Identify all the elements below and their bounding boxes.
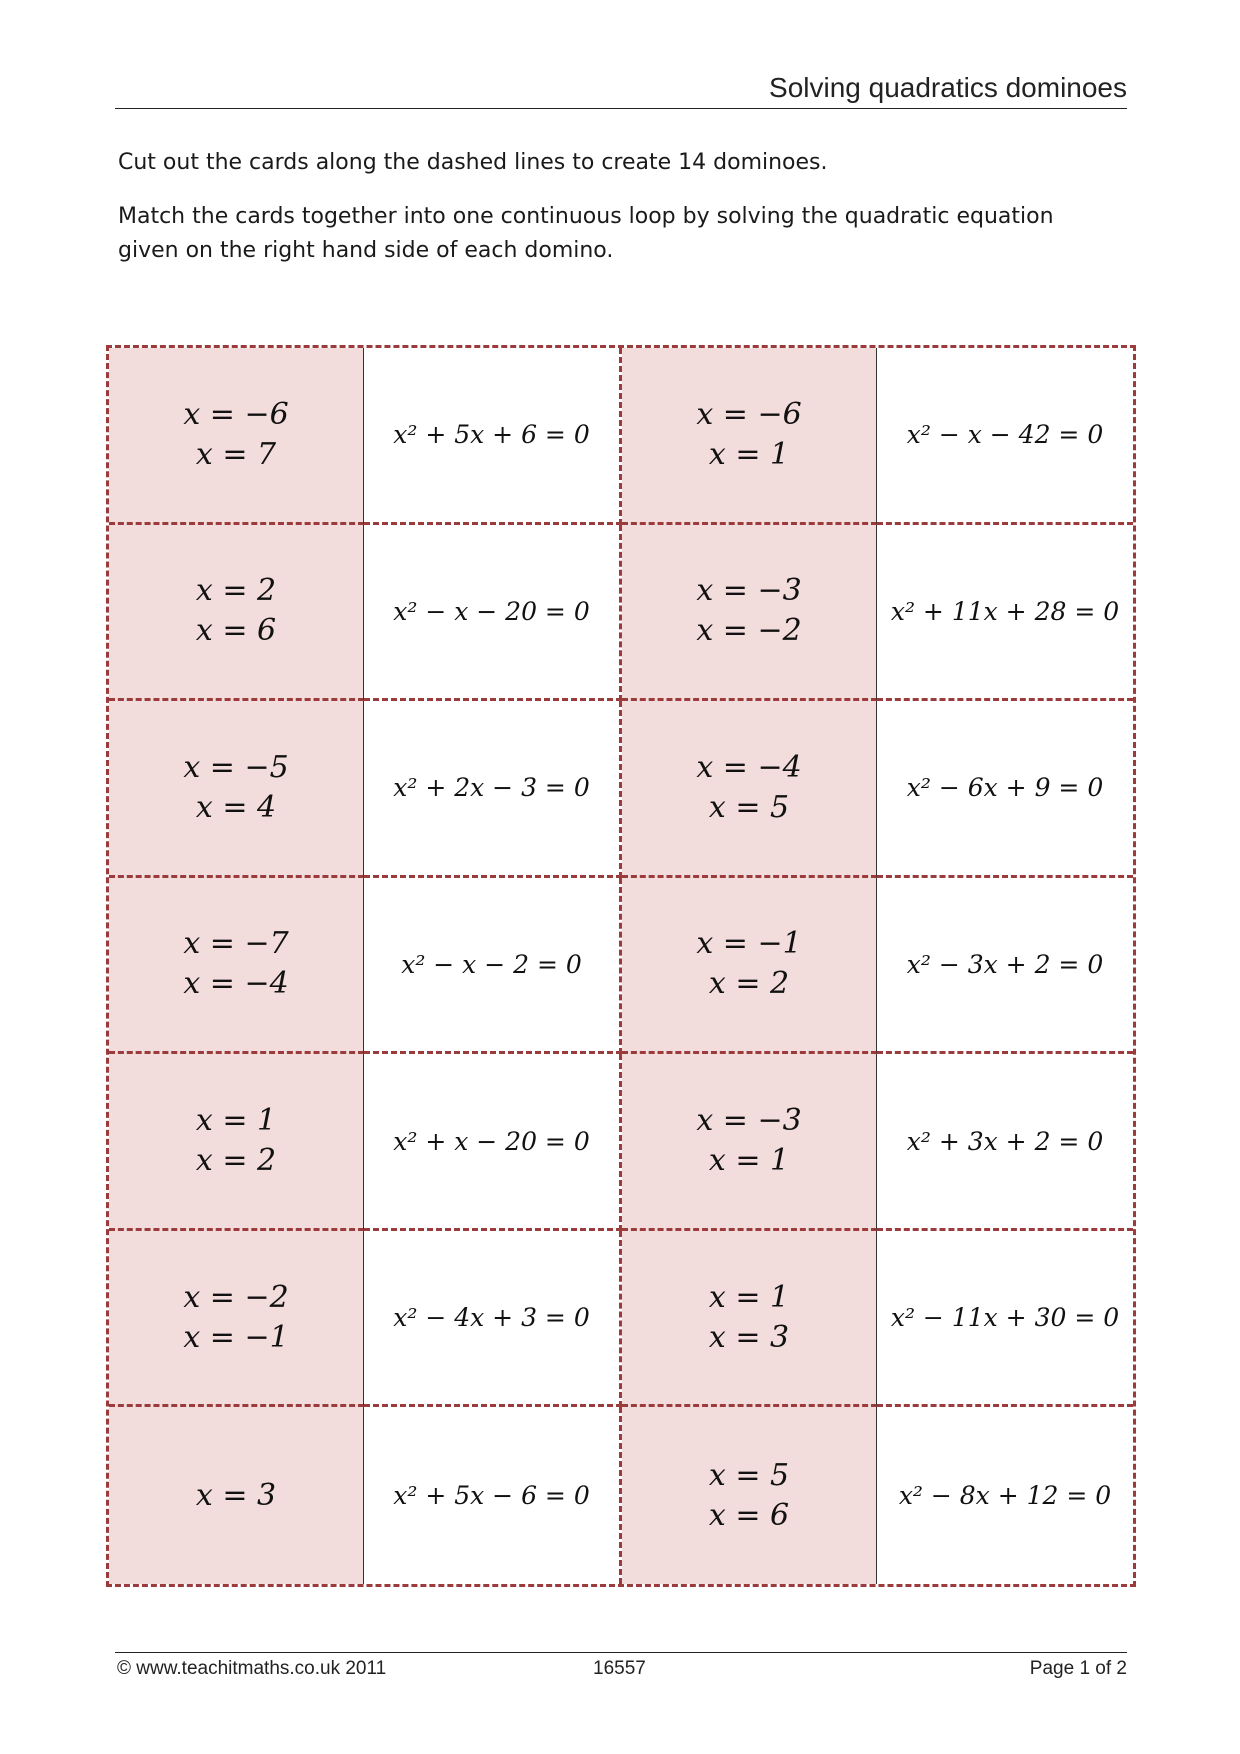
solution-value: x = −5 [183, 749, 289, 785]
solution-value: x = −2 [696, 613, 802, 649]
domino-solution [622, 701, 877, 878]
solution-value: x = 1 [708, 1143, 790, 1179]
solution-value: x = 2 [195, 573, 277, 609]
header-divider [115, 108, 1127, 109]
domino-solution [622, 348, 877, 525]
domino-solution [109, 525, 364, 702]
instruction-line-2: Match the cards together into one continuous loop by solving the quadratic equation given on the right hand side of each domino. [118, 204, 1054, 263]
solution-value: x = −1 [696, 926, 802, 962]
domino-solution [622, 878, 877, 1055]
domino-solution [622, 1054, 877, 1231]
domino-solution [109, 701, 364, 878]
solution-value: x = 6 [708, 1497, 790, 1533]
footer-code: 16557 [593, 1658, 646, 1679]
solution-value: x = −2 [183, 1279, 289, 1315]
domino-equation: x² − 6x + 9 = 0 [877, 701, 1133, 878]
solution-value: x = −4 [183, 966, 289, 1002]
solution-value: x = 3 [708, 1319, 790, 1355]
footer-divider [115, 1652, 1127, 1653]
domino-solution [109, 1054, 364, 1231]
domino-equation: x² − 3x + 2 = 0 [877, 878, 1133, 1055]
domino-equation: x² + 11x + 28 = 0 [877, 525, 1133, 702]
solution-value: x = 1 [708, 436, 790, 472]
solution-value: x = 1 [708, 1279, 790, 1315]
solution-value: x = 4 [195, 789, 277, 825]
solution-value: x = −3 [696, 1103, 802, 1139]
domino-solution [109, 348, 364, 525]
solution-value: x = 2 [708, 966, 790, 1002]
solution-value: x = 6 [195, 613, 277, 649]
page-title: Solving quadratics dominoes [769, 72, 1127, 103]
domino-equation: x² − 8x + 12 = 0 [877, 1407, 1133, 1584]
domino-equation: x² + 3x + 2 = 0 [877, 1054, 1133, 1231]
domino-equation: x² − x − 42 = 0 [877, 348, 1133, 525]
instruction-line-1: Cut out the cards along the dashed lines to create 14 dominoes. [118, 150, 828, 175]
domino-solution [109, 1407, 364, 1584]
solution-value: x = 5 [708, 1457, 790, 1493]
solution-value: x = −7 [183, 926, 289, 962]
solution-value: x = 1 [195, 1103, 277, 1139]
domino-solution [622, 1407, 877, 1584]
solution-value: x = −6 [696, 396, 802, 432]
domino-equation: x² − x − 20 = 0 [364, 525, 622, 702]
domino-equation: x² + 2x − 3 = 0 [364, 701, 622, 878]
domino-equation: x² − 4x + 3 = 0 [364, 1231, 622, 1408]
domino-solution [622, 1231, 877, 1408]
solution-value: x = −1 [183, 1319, 289, 1355]
solution-value: x = 7 [195, 436, 277, 472]
domino-equation: x² − 11x + 30 = 0 [877, 1231, 1133, 1408]
domino-equation: x² − x − 2 = 0 [364, 878, 622, 1055]
solution-value: x = 3 [195, 1477, 277, 1513]
footer-copyright: © www.teachitmaths.co.uk 2011 [117, 1658, 387, 1679]
solution-value: x = −6 [183, 396, 289, 432]
domino-solution [109, 878, 364, 1055]
solution-value: x = −4 [696, 749, 802, 785]
solution-value: x = 5 [708, 789, 790, 825]
instructions [118, 146, 1118, 288]
domino-equation: x² + 5x − 6 = 0 [364, 1407, 622, 1584]
domino-solution [622, 525, 877, 702]
domino-grid [106, 345, 1136, 1587]
footer-page-number: Page 1 of 2 [1029, 1658, 1127, 1679]
domino-solution [109, 1231, 364, 1408]
solution-value: x = 2 [195, 1143, 277, 1179]
solution-value: x = −3 [696, 573, 802, 609]
domino-equation: x² + x − 20 = 0 [364, 1054, 622, 1231]
domino-equation: x² + 5x + 6 = 0 [364, 348, 622, 525]
